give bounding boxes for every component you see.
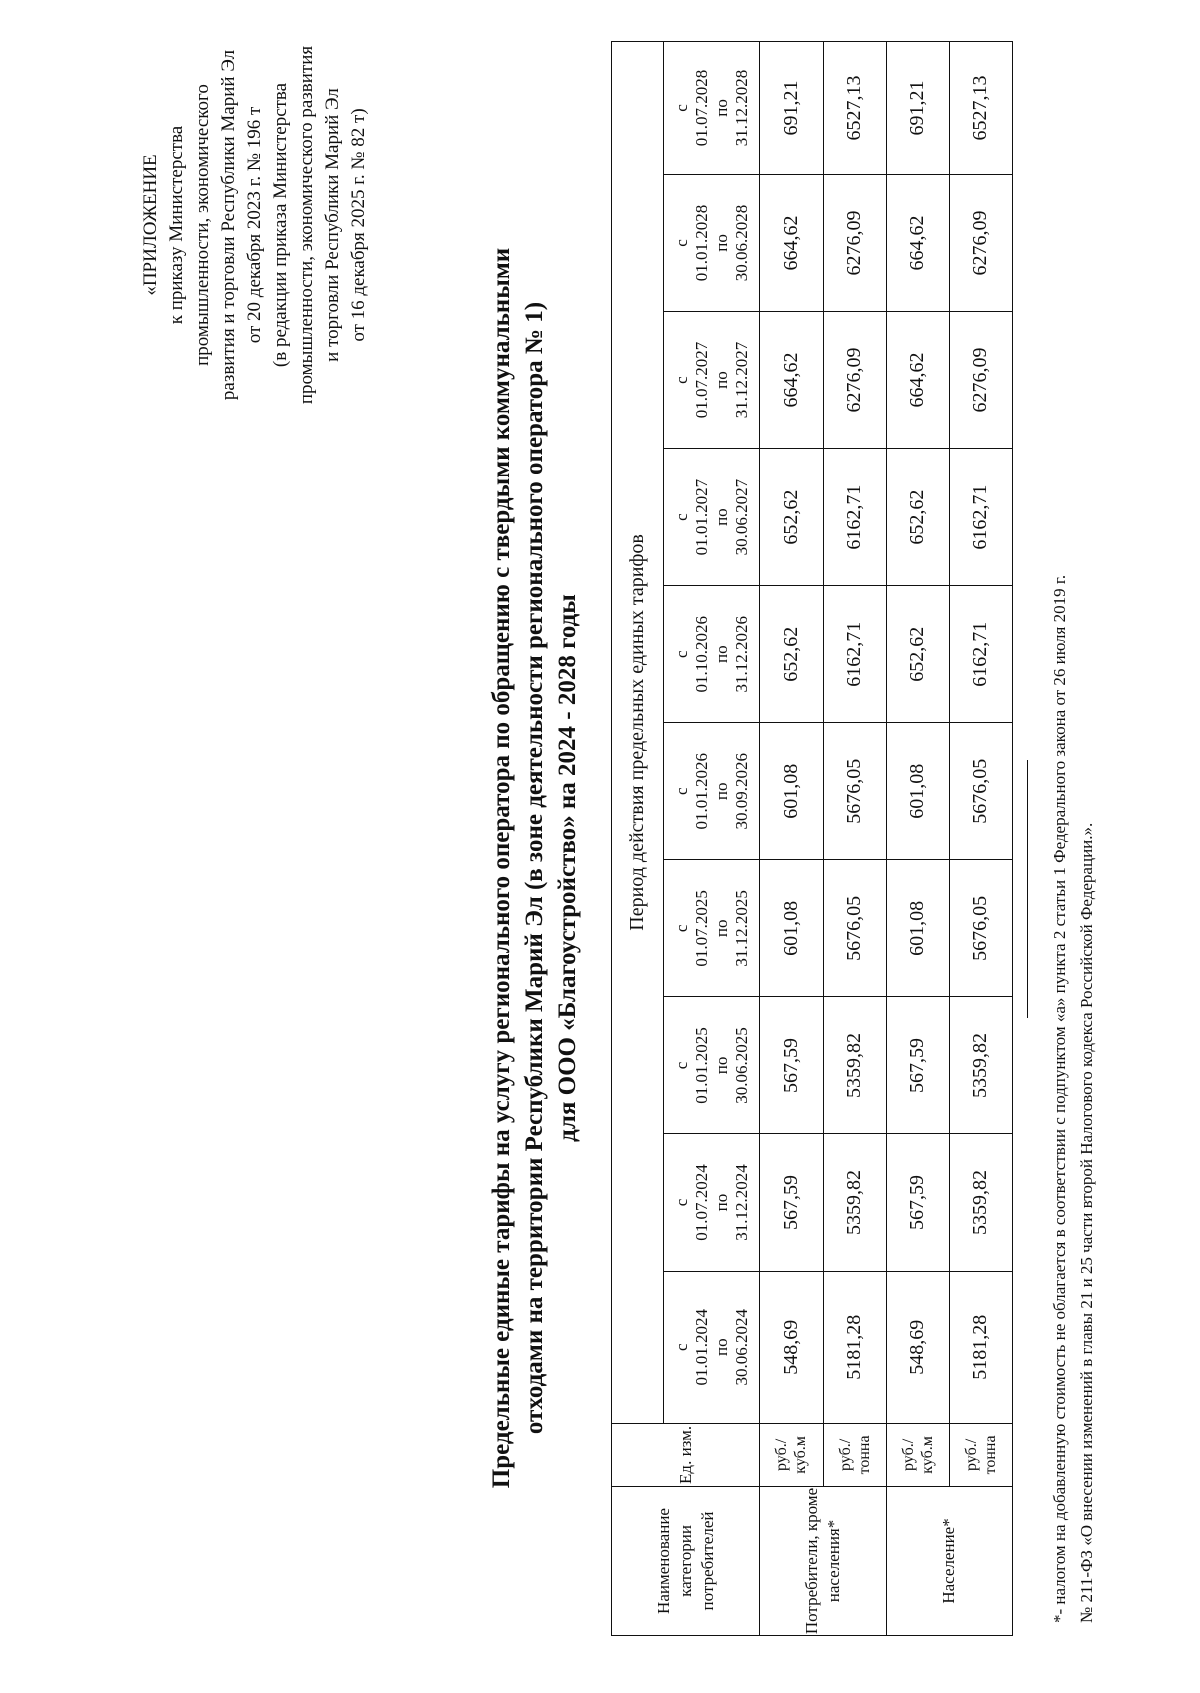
appendix-line: и торговли Республики Марий Эл <box>322 88 343 362</box>
period-to-word: по <box>711 99 731 117</box>
tariff-value-cell: 601,08 <box>760 723 823 860</box>
document-title <box>485 113 584 1623</box>
tariff-value-cell: 5676,05 <box>823 723 886 860</box>
separator-line <box>1027 760 1028 1018</box>
header-period: Период действия предельных единых тарифов <box>612 42 664 1424</box>
period-to: 31.12.2028 <box>731 69 751 147</box>
period-from-word: с <box>671 787 691 796</box>
period-to: 30.06.2024 <box>731 1308 751 1386</box>
table-body <box>612 42 1013 1636</box>
period-to-word: по <box>711 1338 731 1357</box>
period-header-cell <box>664 174 760 311</box>
period-from: 01.01.2028 <box>691 204 711 282</box>
tariff-value-cell: 6527,13 <box>823 42 886 175</box>
period-to: 30.09.2026 <box>731 753 751 830</box>
period-from-word: с <box>671 239 691 247</box>
appendix-line: «ПРИЛОЖЕНИЕ <box>140 154 161 296</box>
period-to: 30.06.2025 <box>731 1027 751 1104</box>
tariff-value-cell: 652,62 <box>886 586 949 723</box>
table-row <box>760 42 823 1636</box>
header-category: Наименование категории потребителей <box>612 1486 760 1635</box>
tariff-value-cell: 567,59 <box>886 1134 949 1271</box>
unit-cell: руб./ тонна <box>949 1423 1012 1486</box>
tariff-value-cell: 601,08 <box>760 860 823 997</box>
header-unit: Ед. изм. <box>612 1423 760 1486</box>
appendix-line: от 16 декабря 2025 г. № 82 т) <box>348 108 369 342</box>
tariff-value-cell: 6276,09 <box>949 174 1012 311</box>
unit-cell: руб./ куб.м <box>886 1423 949 1486</box>
period-header-cell <box>664 860 760 997</box>
header-row <box>612 42 664 1636</box>
tariff-table <box>611 41 1013 1636</box>
tariff-value-cell: 6276,09 <box>823 174 886 311</box>
tariff-value-cell: 664,62 <box>760 312 823 449</box>
tariff-value-cell: 5676,05 <box>949 723 1012 860</box>
appendix-line: промышленности, экономического развития <box>296 45 317 405</box>
period-from-word: с <box>671 104 691 112</box>
tariff-value-cell: 6527,13 <box>949 42 1012 175</box>
period-header-cell <box>664 586 760 723</box>
period-to-word: по <box>711 508 731 526</box>
tariff-value-cell: 664,62 <box>886 312 949 449</box>
tariff-value-cell: 5181,28 <box>949 1271 1012 1423</box>
footnote <box>1046 28 1100 1623</box>
appendix-line: к приказу Министерства <box>166 125 187 325</box>
period-to-word: по <box>711 1193 731 1212</box>
period-from-word: с <box>671 1343 691 1351</box>
period-to-word: по <box>711 1056 731 1075</box>
period-from: 01.01.2027 <box>691 478 711 556</box>
period-to: 31.12.2026 <box>731 615 751 693</box>
tariff-value-cell: 5359,82 <box>823 1134 886 1271</box>
period-from-word: с <box>671 376 691 384</box>
tariff-value-cell: 548,69 <box>760 1271 823 1423</box>
tariff-value-cell: 5359,82 <box>949 997 1012 1134</box>
period-from: 01.07.2028 <box>691 69 711 147</box>
tariff-value-cell: 567,59 <box>886 997 949 1134</box>
appendix-line: (в редакции приказа Министерства <box>270 82 291 368</box>
period-to: 31.12.2025 <box>731 890 751 967</box>
appendix-line: промышленности, экономического <box>192 84 213 366</box>
tariff-value-cell: 6162,71 <box>823 449 886 586</box>
table-row <box>949 42 1012 1636</box>
tariff-value-cell: 567,59 <box>760 997 823 1134</box>
category-cell: Население* <box>886 1486 1012 1635</box>
tariff-value-cell: 601,08 <box>886 860 949 997</box>
title-line: отходами на территории Республики Марий Эл (в зоне деятельности регионального оператора № 1) <box>521 301 548 1435</box>
tariff-value-cell: 691,21 <box>886 42 949 175</box>
period-to: 30.06.2028 <box>731 204 751 282</box>
tariff-value-cell: 691,21 <box>760 42 823 175</box>
tariff-value-cell: 5676,05 <box>949 860 1012 997</box>
tariff-value-cell: 5359,82 <box>949 1134 1012 1271</box>
category-cell: Потребители, кроме населения* <box>760 1486 886 1635</box>
period-to-word: по <box>711 782 731 801</box>
period-from: 01.01.2024 <box>691 1308 711 1386</box>
period-from: 01.07.2027 <box>691 341 711 419</box>
tariff-value-cell: 6162,71 <box>823 586 886 723</box>
footnote-line: № 211-ФЗ «О внесении изменений в главы 21 и 25 части второй Налогового кодекса Российской Федерации.». <box>1077 822 1096 1623</box>
period-header-cell <box>664 1134 760 1271</box>
period-to: 31.12.2027 <box>731 341 751 419</box>
tariff-value-cell: 6276,09 <box>823 312 886 449</box>
period-row <box>664 42 760 1636</box>
appendix-line: от 20 декабря 2023 г. № 196 т <box>244 106 265 344</box>
tariff-value-cell: 5181,28 <box>823 1271 886 1423</box>
title-line: Предельные единые тарифы на услугу регионального оператора по обращению с твердыми коммунальными <box>488 247 515 1489</box>
period-header-cell <box>664 723 760 860</box>
period-header-cell <box>664 1271 760 1423</box>
period-to-word: по <box>711 371 731 389</box>
table-row <box>886 42 949 1636</box>
period-to: 31.12.2024 <box>731 1164 751 1241</box>
tariff-value-cell: 6276,09 <box>949 312 1012 449</box>
tariff-value-cell: 652,62 <box>760 449 823 586</box>
period-from: 01.07.2025 <box>691 890 711 967</box>
period-from: 01.07.2024 <box>691 1164 711 1241</box>
footnote-line: *- налогом на добавленную стоимость не облагается в соответствии с подпунктом «а» пункта 2 статьи 1 Федерального закона от 26 июля 2019 г. <box>1050 574 1069 1623</box>
period-from-word: с <box>671 1198 691 1207</box>
period-from-word: с <box>671 650 691 658</box>
tariff-value-cell: 652,62 <box>760 586 823 723</box>
unit-cell: руб./ куб.м <box>760 1423 823 1486</box>
period-header-cell <box>664 42 760 175</box>
tariff-value-cell: 601,08 <box>886 723 949 860</box>
tariff-value-cell: 567,59 <box>760 1134 823 1271</box>
period-to: 30.06.2027 <box>731 478 751 556</box>
period-from-word: с <box>671 924 691 933</box>
period-to-word: по <box>711 645 731 663</box>
period-to-word: по <box>711 919 731 938</box>
period-from: 01.01.2025 <box>691 1027 711 1104</box>
tariff-value-cell: 5676,05 <box>823 860 886 997</box>
period-from: 01.01.2026 <box>691 753 711 830</box>
tariff-value-cell: 664,62 <box>886 174 949 311</box>
appendix-block <box>138 25 372 425</box>
tariff-value-cell: 548,69 <box>886 1271 949 1423</box>
tariff-value-cell: 5359,82 <box>823 997 886 1134</box>
tariff-value-cell: 652,62 <box>886 449 949 586</box>
period-from-word: с <box>671 513 691 521</box>
title-line: для ООО «Благоустройство» на 2024 - 2028 годы <box>554 594 581 1142</box>
period-to-word: по <box>711 234 731 252</box>
table-row <box>823 42 886 1636</box>
unit-cell: руб./ тонна <box>823 1423 886 1486</box>
appendix-line: развития и торговли Республики Марий Эл <box>218 49 239 401</box>
period-from: 01.10.2026 <box>691 615 711 693</box>
tariff-value-cell: 664,62 <box>760 174 823 311</box>
period-from-word: с <box>671 1061 691 1070</box>
period-header-cell <box>664 449 760 586</box>
tariff-value-cell: 6162,71 <box>949 586 1012 723</box>
period-header-cell <box>664 312 760 449</box>
period-header-cell <box>664 997 760 1134</box>
tariff-value-cell: 6162,71 <box>949 449 1012 586</box>
